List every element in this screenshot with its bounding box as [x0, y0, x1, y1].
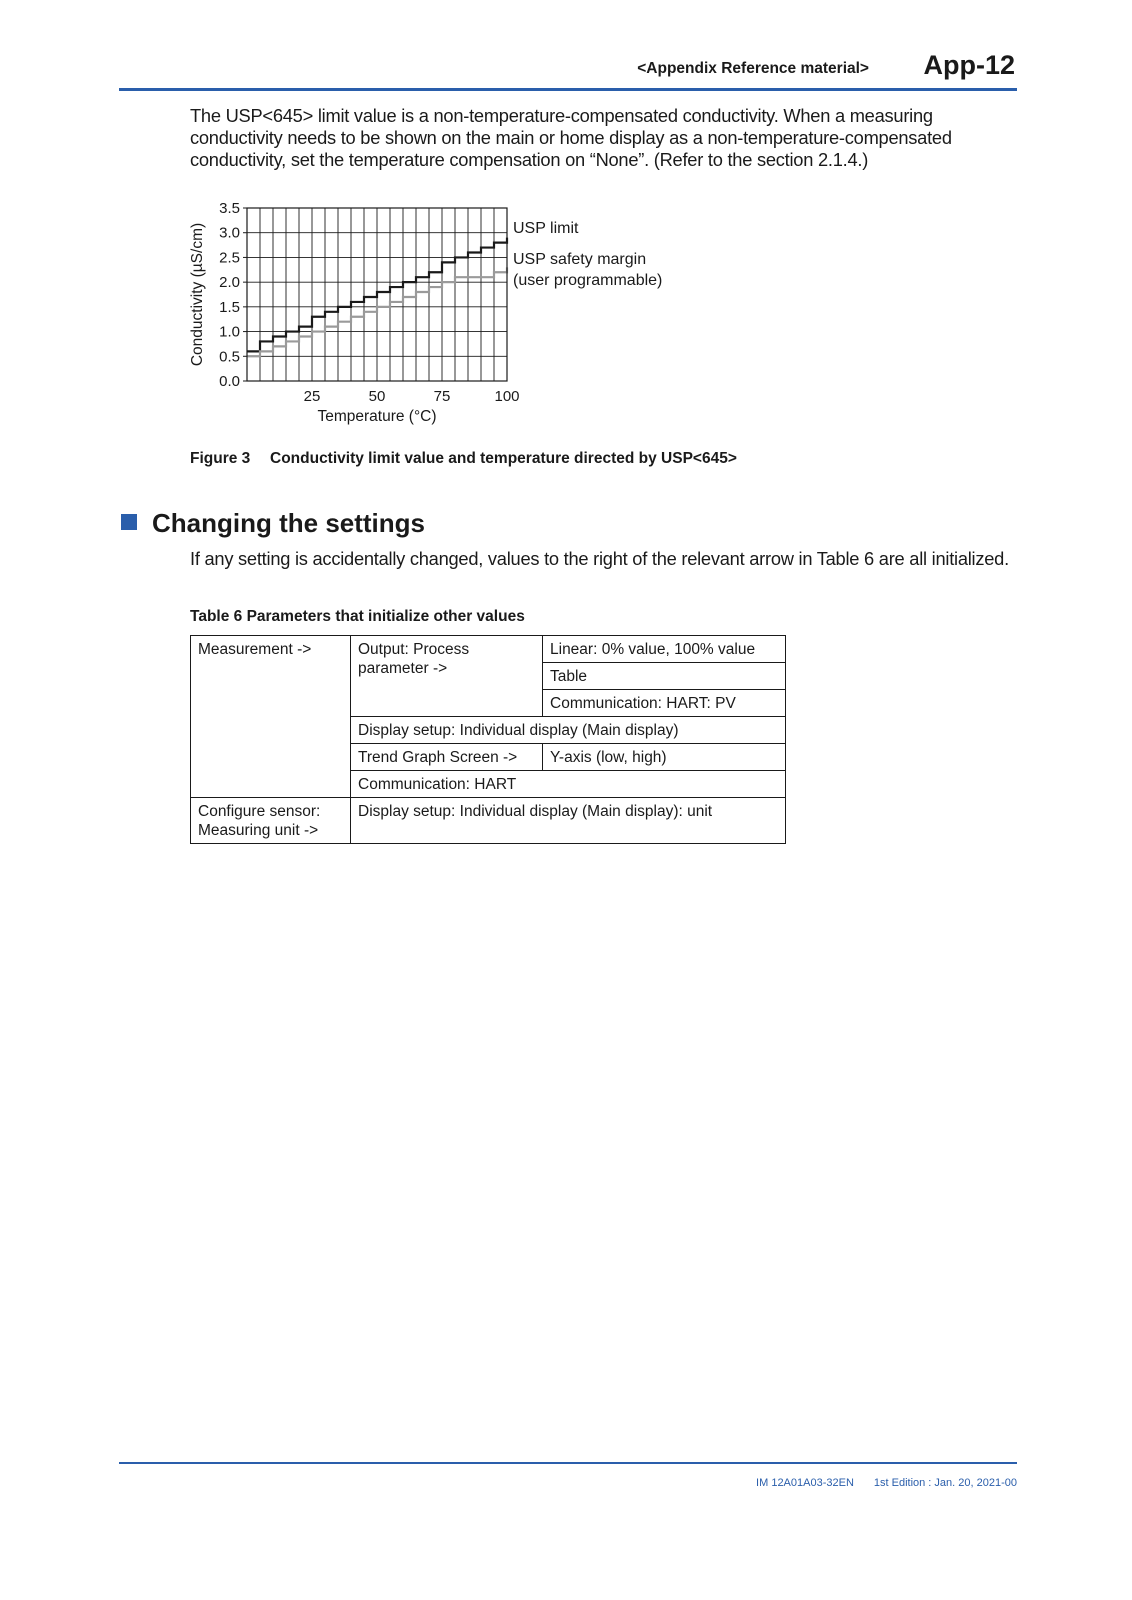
chart-series-label: (user programmable): [513, 272, 663, 289]
parameters-table: [190, 635, 786, 844]
footer-doc-id: IM 12A01A03-32EN: [756, 1477, 854, 1489]
chart-y-tick-label: 2.0: [219, 274, 240, 292]
chart-x-tick-label: 100: [494, 388, 520, 405]
chart-y-tick-label: 0.5: [219, 348, 240, 366]
header-divider: [119, 88, 1017, 91]
table-row: [191, 798, 786, 844]
page-number: App-12: [923, 50, 1015, 80]
chart-y-tick-label: 2.5: [219, 249, 240, 267]
table-caption: Table 6 Parameters that initialize other values: [190, 608, 525, 625]
chart-x-tick-label: 50: [368, 388, 386, 405]
cell-table: Table: [543, 663, 786, 690]
cell-output-process: Output: Process parameter ->: [351, 636, 543, 717]
figure-caption: [190, 450, 737, 468]
chart-y-tick-label: 3.0: [219, 224, 240, 242]
chart-series-label: USP safety margin: [513, 251, 647, 268]
chart-series-label: USP limit: [513, 220, 579, 237]
table-row: [191, 636, 786, 663]
cell-trend-graph: Trend Graph Screen ->: [351, 744, 543, 771]
page-header: [0, 0, 1132, 100]
cell-display-setup: Display setup: Individual display (Main display): [351, 717, 786, 744]
intro-paragraph: The USP<645> limit value is a non-temperature-compensated conductivity. When a measuring conductivity needs to be shown on the main or home display as a non-temperature-compensated conductivity, set the temperature compensation on “None”. (Refer to the section 2.1.4.): [190, 105, 952, 170]
figure-caption-text: Conductivity limit value and temperature directed by USP<645>: [270, 450, 737, 467]
section-body: If any setting is accidentally changed, values to the right of the relevant arrow in Table 6 are all initialized.: [190, 548, 1009, 569]
cell-y-axis: Y-axis (low, high): [543, 744, 786, 771]
cell-linear: Linear: 0% value, 100% value: [543, 636, 786, 663]
cell-comm-hart-pv: Communication: HART: PV: [543, 690, 786, 717]
chart-svg: [185, 195, 705, 440]
chart-y-tick-label: 3.5: [219, 200, 240, 217]
section-title: Changing the settings: [152, 508, 425, 538]
conductivity-chart: [185, 195, 705, 440]
page-footer: [756, 1477, 1017, 1489]
chart-y-tick-label: 1.5: [219, 298, 240, 316]
footer-divider: [119, 1462, 1017, 1464]
section-bullet-square-icon: [121, 514, 137, 530]
header-section-title: <Appendix Reference material>: [637, 60, 869, 77]
chart-y-tick-label: 1.0: [219, 323, 240, 341]
figure-number: Figure 3: [190, 450, 251, 467]
chart-x-axis-label: Temperature (°C): [317, 408, 437, 425]
footer-edition: 1st Edition : Jan. 20, 2021-00: [873, 1477, 1017, 1489]
chart-x-tick-label: 75: [433, 388, 451, 405]
cell-display-setup-unit: Display setup: Individual display (Main display): unit: [351, 798, 786, 844]
cell-measurement: Measurement ->: [191, 636, 351, 798]
chart-y-tick-label: 0.0: [219, 373, 240, 390]
chart-y-axis-label: Conductivity (µS/cm): [189, 222, 206, 367]
cell-comm-hart: Communication: HART: [351, 771, 786, 798]
chart-x-tick-label: 25: [303, 388, 321, 405]
cell-configure-sensor: Configure sensor: Measuring unit ->: [191, 798, 351, 844]
